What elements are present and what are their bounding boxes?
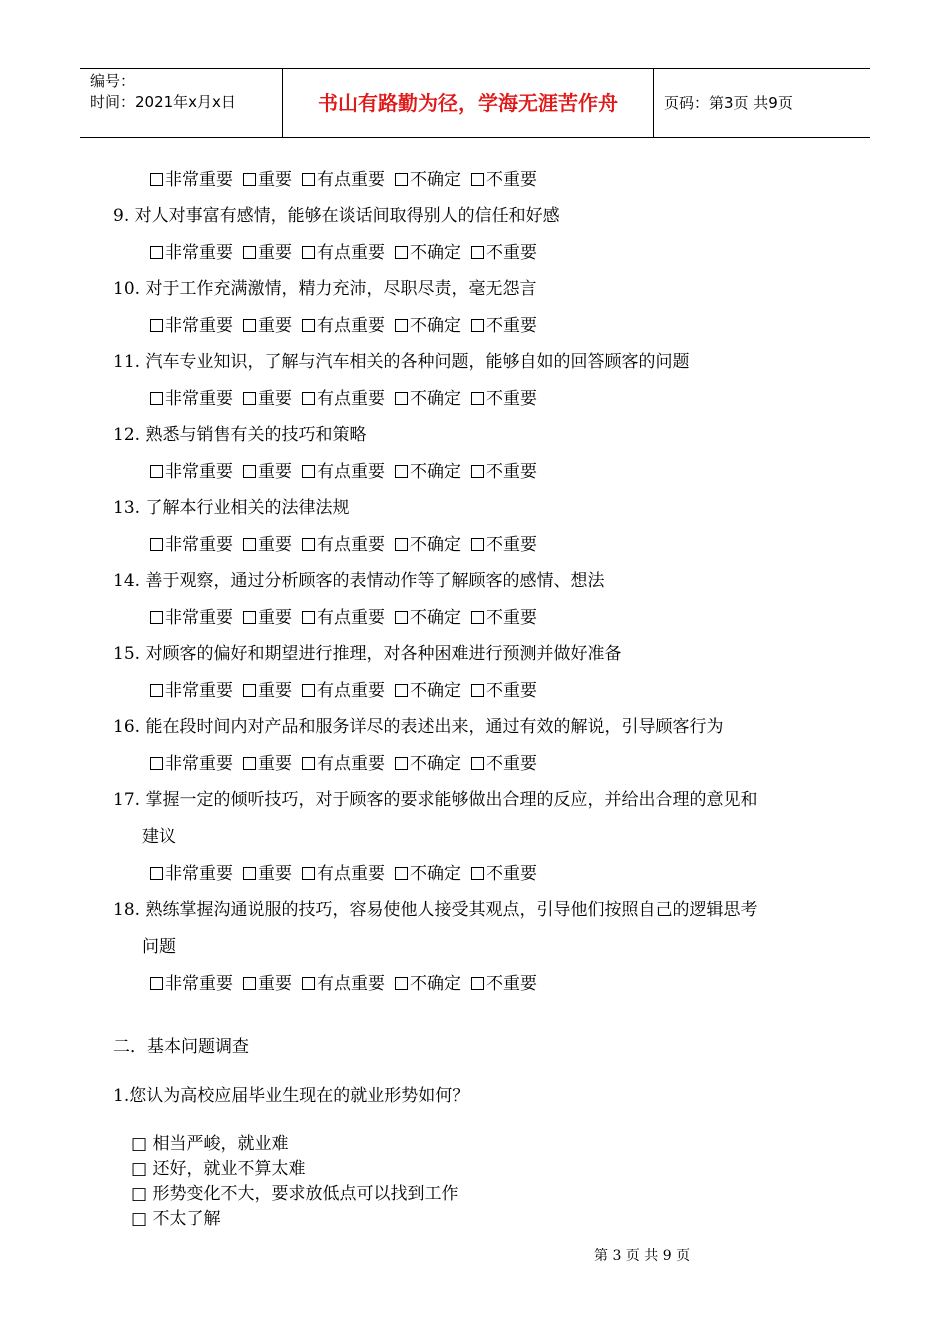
option-0[interactable] [150, 681, 233, 701]
option-label: 有点重要 [317, 316, 385, 336]
option-label: 非常重要 [165, 608, 233, 628]
checkbox-icon[interactable] [302, 867, 315, 880]
checkbox-icon[interactable] [243, 392, 256, 405]
checkbox-icon[interactable] [395, 977, 408, 990]
option-label: 有点重要 [317, 243, 385, 263]
option-label: 重要 [258, 974, 292, 994]
checkbox-icon[interactable] [395, 611, 408, 624]
choice-item[interactable]: □ 不太了解 [131, 1209, 221, 1229]
checkbox-icon[interactable] [302, 319, 315, 332]
option-label: 有点重要 [317, 170, 385, 190]
option-label: 重要 [258, 608, 292, 628]
option-4[interactable] [471, 681, 537, 701]
checkbox-icon[interactable] [243, 538, 256, 551]
option-label: 重要 [258, 535, 292, 555]
option-label: 重要 [258, 170, 292, 190]
option-label: 不确定 [410, 316, 461, 336]
option-label: 不重要 [486, 535, 537, 555]
option-label: 重要 [258, 243, 292, 263]
option-4[interactable] [471, 864, 537, 884]
code-label: 编号： [90, 72, 136, 90]
option-0[interactable] [150, 389, 233, 409]
option-4[interactable] [471, 316, 537, 336]
question-text: 16. 能在段时间内对产品和服务详尽的表述出来，通过有效的解说，引导顾客行为 [113, 717, 724, 737]
checkbox-icon[interactable] [395, 867, 408, 880]
checkbox-icon[interactable] [471, 977, 484, 990]
option-label: 非常重要 [165, 754, 233, 774]
option-label: 不确定 [410, 608, 461, 628]
checkbox-icon[interactable] [302, 684, 315, 697]
option-label: 有点重要 [317, 864, 385, 884]
option-4[interactable] [471, 974, 537, 994]
option-label: 重要 [258, 864, 292, 884]
importance-options [150, 753, 547, 775]
option-label: 非常重要 [165, 974, 233, 994]
checkbox-icon[interactable] [302, 246, 315, 259]
page-footer: 第 3 页 共 9 页 [594, 1248, 691, 1264]
header-meta [80, 69, 282, 137]
option-0[interactable] [150, 535, 233, 555]
checkbox-icon[interactable] [395, 246, 408, 259]
option-3[interactable] [395, 389, 461, 409]
option-0[interactable] [150, 974, 233, 994]
option-0[interactable] [150, 608, 233, 628]
option-label: 不确定 [410, 681, 461, 701]
option-label: 不确定 [410, 864, 461, 884]
checkbox-icon[interactable] [471, 684, 484, 697]
option-1[interactable] [243, 389, 292, 409]
question-text: 14. 善于观察，通过分析顾客的表情动作等了解顾客的感情、想法 [113, 571, 605, 591]
option-label: 重要 [258, 462, 292, 482]
option-label: 有点重要 [317, 462, 385, 482]
checkbox-icon[interactable] [150, 757, 163, 770]
checkbox-icon[interactable] [150, 977, 163, 990]
question-text: 11. 汽车专业知识，了解与汽车相关的各种问题，能够自如的回答顾客的问题 [113, 352, 690, 372]
option-label: 有点重要 [317, 754, 385, 774]
option-label: 非常重要 [165, 389, 233, 409]
option-label: 有点重要 [317, 535, 385, 555]
question-text: 13. 了解本行业相关的法律法规 [113, 498, 350, 518]
checkbox-icon[interactable] [395, 684, 408, 697]
choice-item[interactable]: □ 相当严峻，就业难 [131, 1134, 289, 1154]
option-1[interactable] [243, 243, 292, 263]
question-text: 10. 对于工作充满激情，精力充沛，尽职尽责，毫无怨言 [113, 279, 537, 299]
checkbox-icon[interactable] [471, 867, 484, 880]
importance-options [150, 607, 547, 629]
option-label: 不重要 [486, 608, 537, 628]
importance-options [150, 680, 547, 702]
basic-choices [131, 1132, 458, 1232]
checkbox-icon[interactable] [395, 319, 408, 332]
checkbox-icon[interactable] [302, 611, 315, 624]
importance-options [150, 169, 547, 191]
checkbox-icon[interactable] [150, 246, 163, 259]
option-label: 重要 [258, 681, 292, 701]
checkbox-icon[interactable] [471, 611, 484, 624]
choice-item[interactable]: □ 形势变化不大，要求放低点可以找到工作 [131, 1184, 459, 1204]
checkbox-icon[interactable] [302, 757, 315, 770]
option-label: 不重要 [486, 170, 537, 190]
option-0[interactable] [150, 754, 233, 774]
option-3[interactable] [395, 681, 461, 701]
question-text: 12. 熟悉与销售有关的技巧和策略 [113, 425, 367, 445]
checkbox-icon[interactable] [395, 173, 408, 186]
option-label: 不确定 [410, 974, 461, 994]
checkbox-icon[interactable] [471, 173, 484, 186]
option-label: 非常重要 [165, 864, 233, 884]
option-3[interactable] [395, 462, 461, 482]
option-0[interactable] [150, 316, 233, 336]
option-label: 不重要 [486, 316, 537, 336]
option-2[interactable] [302, 608, 385, 628]
option-label: 有点重要 [317, 974, 385, 994]
option-4[interactable] [471, 608, 537, 628]
date-label: 时间：2021年x月x日 [90, 93, 236, 111]
option-2[interactable] [302, 535, 385, 555]
checkbox-icon[interactable] [243, 684, 256, 697]
option-label: 非常重要 [165, 170, 233, 190]
checkbox-icon[interactable] [243, 611, 256, 624]
option-label: 重要 [258, 316, 292, 336]
option-3[interactable] [395, 170, 461, 190]
option-2[interactable] [302, 389, 385, 409]
option-0[interactable] [150, 462, 233, 482]
option-4[interactable] [471, 170, 537, 190]
checkbox-icon[interactable] [243, 977, 256, 990]
option-label: 不确定 [410, 535, 461, 555]
option-label: 不重要 [486, 389, 537, 409]
importance-options [150, 863, 547, 885]
option-2[interactable] [302, 316, 385, 336]
checkbox-icon[interactable] [471, 246, 484, 259]
importance-options [150, 315, 547, 337]
question-text: 9. 对人对事富有感情，能够在谈话间取得别人的信任和好感 [113, 206, 560, 226]
option-label: 有点重要 [317, 681, 385, 701]
option-label: 不重要 [486, 974, 537, 994]
basic-question: 1.您认为高校应届毕业生现在的就业形势如何？ [113, 1086, 470, 1106]
checkbox-icon[interactable] [150, 319, 163, 332]
checkbox-icon[interactable] [471, 757, 484, 770]
checkbox-icon[interactable] [243, 246, 256, 259]
option-label: 不重要 [486, 754, 537, 774]
option-label: 不重要 [486, 462, 537, 482]
checkbox-icon[interactable] [150, 684, 163, 697]
importance-options [150, 242, 547, 264]
option-label: 非常重要 [165, 681, 233, 701]
option-0[interactable] [150, 243, 233, 263]
option-4[interactable] [471, 535, 537, 555]
section-title: 二．基本问题调查 [113, 1037, 249, 1057]
option-3[interactable] [395, 316, 461, 336]
option-label: 不确定 [410, 754, 461, 774]
option-2[interactable] [302, 754, 385, 774]
checkbox-icon[interactable] [471, 392, 484, 405]
checkbox-icon[interactable] [395, 465, 408, 478]
option-1[interactable] [243, 316, 292, 336]
option-0[interactable] [150, 864, 233, 884]
option-1[interactable] [243, 462, 292, 482]
option-label: 不重要 [486, 681, 537, 701]
importance-options [150, 973, 547, 995]
checkbox-icon[interactable] [395, 757, 408, 770]
checkbox-icon[interactable] [302, 465, 315, 478]
option-2[interactable] [302, 170, 385, 190]
option-1[interactable] [243, 681, 292, 701]
option-label: 不确定 [410, 462, 461, 482]
checkbox-icon[interactable] [243, 867, 256, 880]
option-3[interactable] [395, 243, 461, 263]
checkbox-icon[interactable] [471, 538, 484, 551]
checkbox-icon[interactable] [243, 173, 256, 186]
importance-options [150, 534, 547, 556]
checkbox-icon[interactable] [150, 538, 163, 551]
option-1[interactable] [243, 170, 292, 190]
option-1[interactable] [243, 754, 292, 774]
option-1[interactable] [243, 864, 292, 884]
option-label: 非常重要 [165, 243, 233, 263]
header-motto: 书山有路勤为径，学海无涯苦作舟 [282, 69, 654, 137]
checkbox-icon[interactable] [471, 465, 484, 478]
option-2[interactable] [302, 681, 385, 701]
checkbox-icon[interactable] [243, 757, 256, 770]
page-header [80, 68, 870, 138]
checkbox-icon[interactable] [150, 392, 163, 405]
option-label: 不确定 [410, 243, 461, 263]
question-text-cont: 问题 [142, 937, 176, 957]
option-2[interactable] [302, 974, 385, 994]
checkbox-icon[interactable] [302, 392, 315, 405]
option-1[interactable] [243, 974, 292, 994]
option-label: 重要 [258, 389, 292, 409]
option-2[interactable] [302, 243, 385, 263]
checkbox-icon[interactable] [471, 319, 484, 332]
question-text-cont: 建议 [142, 827, 176, 847]
importance-options [150, 388, 547, 410]
option-3[interactable] [395, 535, 461, 555]
checkbox-icon[interactable] [150, 611, 163, 624]
option-3[interactable] [395, 864, 461, 884]
option-1[interactable] [243, 608, 292, 628]
checkbox-icon[interactable] [150, 867, 163, 880]
checkbox-icon[interactable] [302, 173, 315, 186]
option-4[interactable] [471, 754, 537, 774]
option-4[interactable] [471, 389, 537, 409]
option-2[interactable] [302, 462, 385, 482]
option-label: 有点重要 [317, 389, 385, 409]
option-label: 不确定 [410, 389, 461, 409]
checkbox-icon[interactable] [243, 465, 256, 478]
option-label: 非常重要 [165, 462, 233, 482]
checkbox-icon[interactable] [302, 538, 315, 551]
question-text: 15. 对顾客的偏好和期望进行推理，对各种困难进行预测并做好准备 [113, 644, 622, 664]
choice-item[interactable]: □ 还好，就业不算太难 [131, 1159, 306, 1179]
option-3[interactable] [395, 974, 461, 994]
option-label: 不重要 [486, 864, 537, 884]
checkbox-icon[interactable] [395, 538, 408, 551]
option-0[interactable] [150, 170, 233, 190]
option-label: 不重要 [486, 243, 537, 263]
option-4[interactable] [471, 243, 537, 263]
option-4[interactable] [471, 462, 537, 482]
option-label: 不确定 [410, 170, 461, 190]
header-page-info: 页码：第3页 共9页 [664, 94, 793, 112]
option-label: 有点重要 [317, 608, 385, 628]
checkbox-icon[interactable] [395, 392, 408, 405]
checkbox-icon[interactable] [302, 977, 315, 990]
option-3[interactable] [395, 754, 461, 774]
importance-options [150, 461, 547, 483]
option-3[interactable] [395, 608, 461, 628]
checkbox-icon[interactable] [243, 319, 256, 332]
question-text: 17. 掌握一定的倾听技巧，对于顾客的要求能够做出合理的反应，并给出合理的意见和 [113, 790, 758, 810]
checkbox-icon[interactable] [150, 173, 163, 186]
option-label: 重要 [258, 754, 292, 774]
option-label: 非常重要 [165, 316, 233, 336]
option-label: 非常重要 [165, 535, 233, 555]
question-text: 18. 熟练掌握沟通说服的技巧，容易使他人接受其观点，引导他们按照自己的逻辑思考 [113, 900, 758, 920]
option-2[interactable] [302, 864, 385, 884]
checkbox-icon[interactable] [150, 465, 163, 478]
option-1[interactable] [243, 535, 292, 555]
